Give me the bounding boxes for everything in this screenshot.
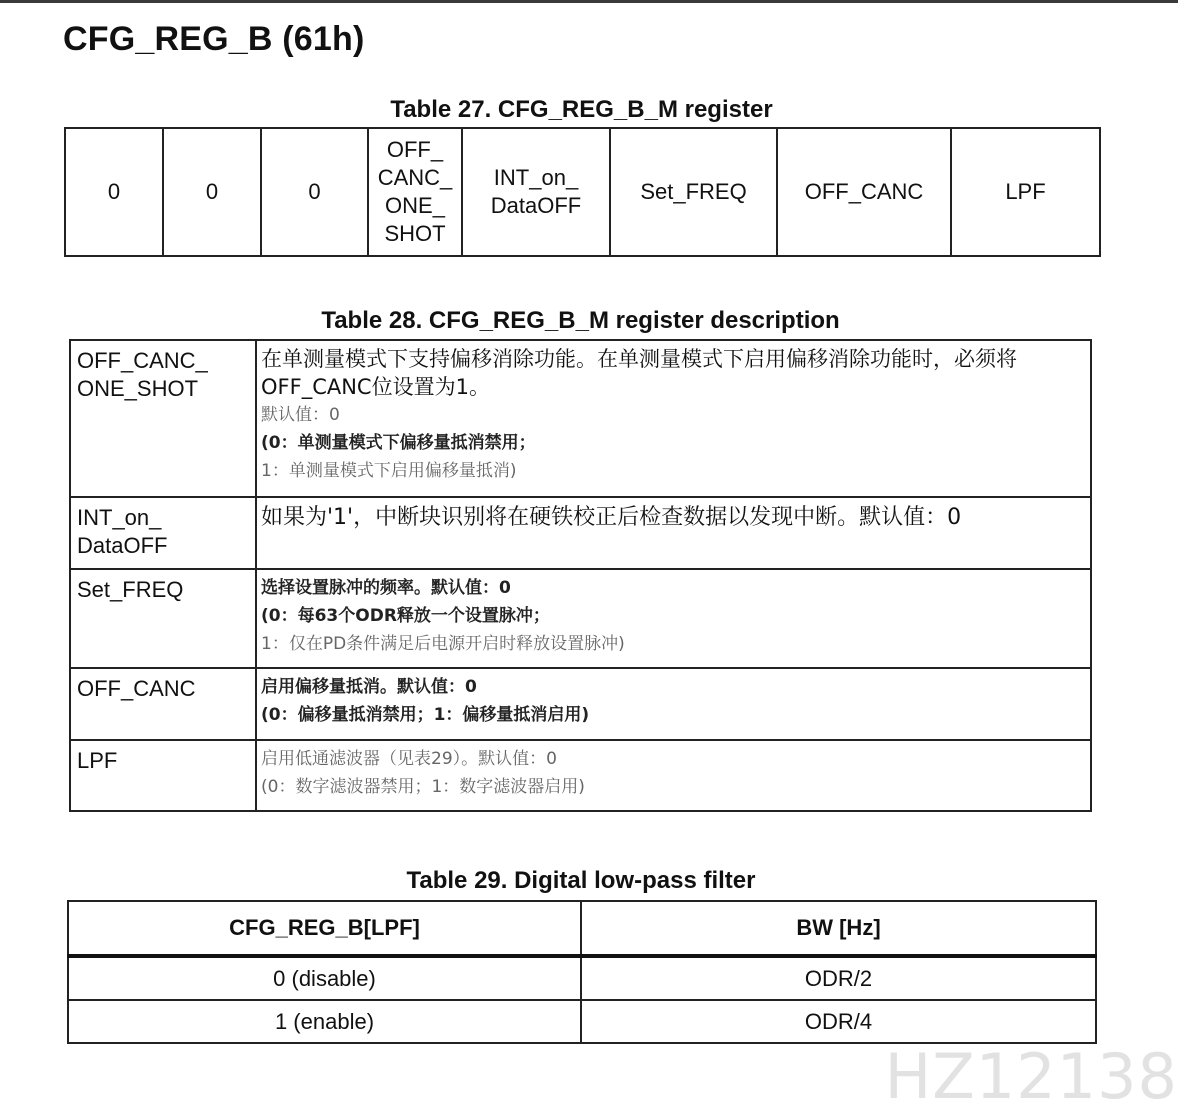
bit-3-cell: INT_on_ DataOFF [462,128,610,256]
column-header: BW [Hz] [581,901,1096,956]
register-bit-table [64,127,1101,257]
register-description-table [69,339,1092,812]
description-line: 启用低通滤波器（见表29）。默认值：0 [261,749,557,769]
bit-6-cell: 0 [163,128,261,256]
table-cell: ODR/2 [581,956,1096,1000]
field-name-cell: OFF_CANC [70,668,256,740]
field-name-cell: INT_on_ DataOFF [70,497,256,569]
description-line: (0：数字滤波器禁用；1：数字滤波器启用) [261,777,585,797]
field-description-cell [256,740,1091,811]
column-header: CFG_REG_B[LPF] [68,901,581,956]
watermark: HZ12138 [884,1040,1178,1113]
description-line: 如果为'1'，中断块识别将在硬铁校正后检查数据以发现中断。默认值：0 [261,505,962,530]
bit-2-cell: Set_FREQ [610,128,777,256]
page-title: CFG_REG_B (61h) [63,20,365,58]
top-border-line [0,0,1178,3]
table29-caption: Table 29. Digital low-pass filter [406,867,756,894]
table-row [68,1000,1096,1043]
description-line: 默认值：0 [261,405,340,425]
table-row [70,740,1091,811]
field-name-cell: LPF [70,740,256,811]
register-bit-row [65,128,1100,256]
table-row [70,668,1091,740]
field-description-cell [256,340,1091,497]
description-line: 选择设置脉冲的频率。默认值：0 [261,578,511,598]
bit-1-cell: OFF_CANC [777,128,951,256]
table-cell: ODR/4 [581,1000,1096,1043]
table-header-row [68,901,1096,956]
table-row [68,956,1096,1000]
description-line: 在单测量模式下支持偏移消除功能。在单测量模式下启用偏移消除功能时，必须将 [261,347,1017,371]
field-description-cell [256,668,1091,740]
table-row [70,569,1091,668]
description-line: 1：单测量模式下启用偏移量抵消) [261,461,517,481]
table28-caption: Table 28. CFG_REG_B_M register description [321,307,840,334]
table27-caption: Table 27. CFG_REG_B_M register [390,96,773,123]
bit-5-cell: 0 [261,128,368,256]
table-row [70,340,1091,497]
table-cell: 1 (enable) [68,1000,581,1043]
field-name-cell: OFF_CANC_ ONE_SHOT [70,340,256,497]
table-row [70,497,1091,569]
description-line: 启用偏移量抵消。默认值：0 [261,677,477,697]
description-line: 1：仅在PD条件满足后电源开启时释放设置脉冲) [261,634,625,654]
description-line: (0：每63个ODR释放一个设置脉冲； [261,606,550,626]
description-line: (0：偏移量抵消禁用；1：偏移量抵消启用) [261,705,590,725]
bit-7-cell: 0 [65,128,163,256]
lowpass-filter-table [67,900,1097,1044]
field-name-cell: Set_FREQ [70,569,256,668]
field-description-cell [256,569,1091,668]
description-line: (0：单测量模式下偏移量抵消禁用； [261,433,536,453]
field-description-cell [256,497,1091,569]
table-cell: 0 (disable) [68,956,581,1000]
description-line: OFF_CANC位设置为1。 [261,375,490,399]
bit-4-cell: OFF_ CANC_ ONE_ SHOT [368,128,462,256]
bit-0-cell: LPF [951,128,1100,256]
